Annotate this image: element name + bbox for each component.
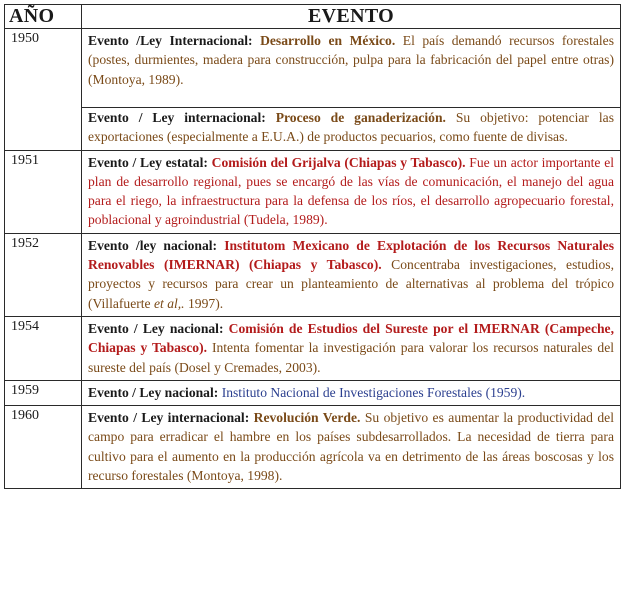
year-cell: 1959 [5,380,82,405]
event-description-end: 1997). [188,295,224,311]
event-type-label: Evento /ley nacional: [88,237,218,253]
event-title: Revolución Verde. [253,410,361,426]
event-entry [82,317,620,380]
event-type-label: Evento / Ley nacional: [88,384,219,400]
event-cell [82,316,621,380]
event-type-label: Evento / Ley internacional: [88,110,266,125]
event-description: Su objetivo es aumentar la productividad del campo para erradicar el hambre en los países subdesarrollados. La necesidad de tierra para cultivo para el aumento en la producción agrícola va en detrimento de las áreas boscosas y los recurso forestales (Montoya, 1998). [88,410,614,484]
year-cell: 1952 [5,233,82,316]
year-cell: 1950 [5,29,82,151]
event-cell [82,406,621,489]
event-type-label: Evento / Ley nacional: [88,320,224,336]
event-entry [82,381,620,405]
event-cell [82,233,621,316]
event-description: Su objetivo: potenciar las exportaciones (especialmente a E.U.A.) de productos pecuarios, como fuente de divisas. [88,110,614,145]
event-entry [82,406,620,488]
event-description-italic: et al,. [154,295,185,311]
event-type-label: Evento / Ley estatal: [88,154,208,170]
event-description: El país demandó recursos forestales (postes, durmientes, madera para construcción, pulpa para la fabricación del papel entre otras) (Montoya, 1989). [88,33,614,87]
event-description: Concentraba investigaciones, estudios, proyectos y recursos para crear un planteamiento de alternativas al problema del trópico (Villafuerte [88,257,614,311]
event-cell [82,29,621,151]
events-table [4,4,621,489]
event-entry [82,107,620,150]
event-entry [82,151,620,233]
event-entry [82,234,620,316]
table-row [5,29,621,151]
table-row [5,380,621,405]
event-type-label: Evento /Ley Internacional: [88,33,253,48]
table-row [5,233,621,316]
event-entry [82,29,620,102]
event-title: Instituto Nacional de Investigaciones Forestales (1959). [221,384,526,400]
table-row [5,150,621,233]
event-title: Desarrollo en México. [260,33,396,48]
event-description: Fue un actor importante el plan de desarrollo regional, pues se encargó de las vías de comunicación, el manejo del agua para el riego, la infraestructura para la defensa de los ríos, el desarrollo agropecuario forestal, poblacional y agroindustrial (Tudela, 1989). [88,154,615,228]
year-column-header: AÑO [5,5,82,29]
year-cell: 1951 [5,150,82,233]
year-cell: 1960 [5,406,82,489]
table-row [5,406,621,489]
event-column-header: EVENTO [82,5,621,29]
year-cell: 1954 [5,316,82,380]
event-cell [82,380,621,405]
event-title: Comisión de Estudios del Sureste por el IMERNAR (Campeche, Chiapas y Tabasco). [88,320,614,356]
event-cell [82,150,621,233]
event-title: Institutom Mexicano de Explotación de los Recursos Naturales Renovables (IMERNAR) (Chiapas y Tabasco). [88,237,614,273]
event-description: Intenta fomentar la investigación para valorar los recursos naturales del sureste del país (Dosel y Cremades, 2003). [88,340,614,375]
table-row [5,316,621,380]
event-type-label: Evento / Ley internacional: [88,410,250,426]
event-title: Proceso de ganaderización. [275,110,446,125]
header-row [5,5,621,29]
event-title: Comisión del Grijalva (Chiapas y Tabasco). [211,154,466,170]
